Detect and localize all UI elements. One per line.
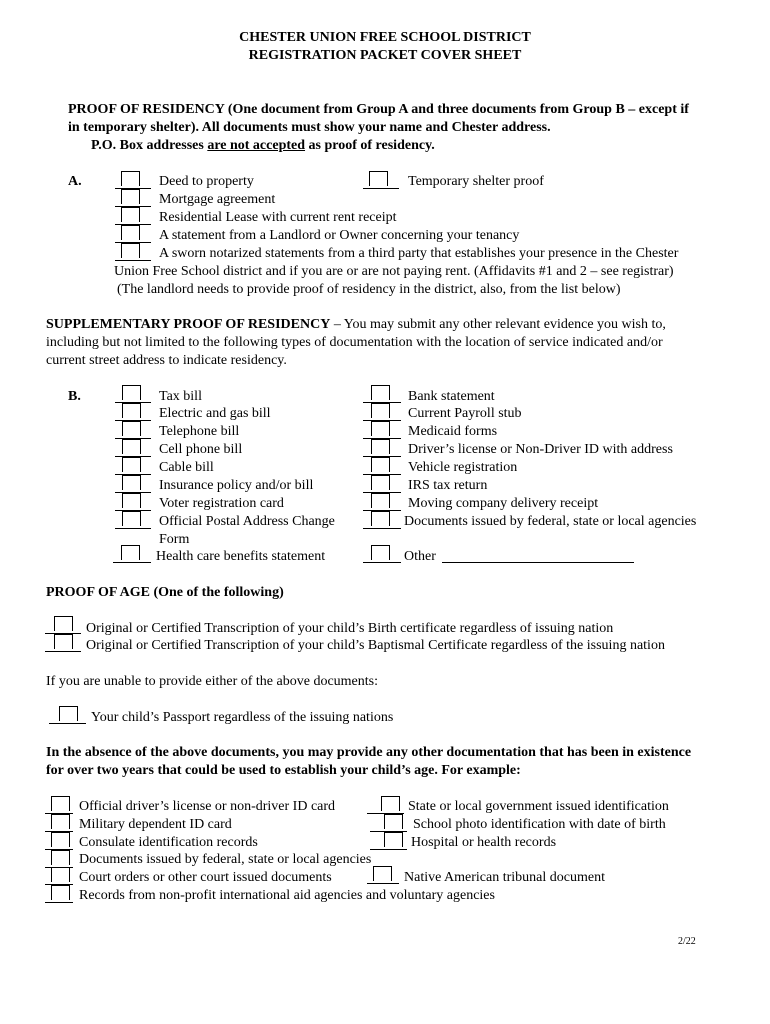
group-a-label: A.: [68, 174, 82, 189]
page-number: 2/22: [678, 936, 696, 947]
document-subtitle: REGISTRATION PACKET COVER SHEET: [248, 48, 522, 63]
checkbox-underline: [45, 651, 81, 652]
item-cable: Cable bill: [159, 460, 214, 475]
item-notarized-continued: Union Free School district and if you are or are not paying rent. (Affidavits #1 and 2 – see registrar): [114, 264, 674, 279]
item-telephone: Telephone bill: [159, 424, 240, 439]
item-drivers-license: Driver’s license or Non-Driver ID with address: [408, 442, 673, 457]
item-bank-statement: Bank statement: [408, 389, 495, 404]
checkbox-underline: [367, 883, 399, 884]
item-official-drivers-license: Official driver’s license or non-driver ID card: [79, 799, 336, 814]
item-voter-registration: Voter registration card: [159, 496, 284, 511]
checkbox-underline: [115, 528, 151, 529]
checkbox-insurance[interactable]: [122, 475, 141, 490]
item-landlord-statement: A statement from a Landlord or Owner concerning your tenancy: [159, 228, 520, 243]
checkbox-agency-documents[interactable]: [371, 511, 390, 526]
item-cell-phone: Cell phone bill: [159, 442, 243, 457]
checkbox-underline: [363, 188, 399, 189]
item-lease: Residential Lease with current rent receipt: [159, 210, 397, 225]
checkbox-underline: [45, 902, 73, 903]
checkbox-payroll-stub[interactable]: [371, 403, 390, 418]
residency-heading-line1: PROOF OF RESIDENCY (One document from Group A and three documents from Group B – except if: [68, 102, 689, 117]
item-birth-certificate: Original or Certified Transcription of your child’s Birth certificate regardless of issuing nation: [86, 621, 614, 636]
checkbox-nonprofit-records[interactable]: [51, 885, 70, 900]
checkbox-telephone[interactable]: [122, 421, 141, 436]
checkbox-irs-tax-return[interactable]: [371, 475, 390, 490]
checkbox-official-drivers-license[interactable]: [51, 796, 70, 811]
item-mortgage: Mortgage agreement: [159, 192, 276, 207]
item-tribunal-document: Native American tribunal document: [404, 870, 605, 885]
checkbox-school-photo-id[interactable]: [384, 814, 403, 829]
checkbox-vehicle-registration[interactable]: [371, 457, 390, 472]
checkbox-cell-phone[interactable]: [122, 439, 141, 454]
checkbox-consulate-records[interactable]: [51, 832, 70, 847]
other-write-in-line[interactable]: [442, 562, 634, 563]
checkbox-other[interactable]: [371, 545, 390, 560]
checkbox-passport[interactable]: [59, 706, 78, 721]
age-heading: PROOF OF AGE (One of the following): [46, 585, 284, 600]
group-b-label: B.: [68, 389, 81, 404]
residency-heading-line2: in temporary shelter). All documents must show your name and Chester address.: [68, 120, 551, 135]
item-tax-bill: Tax bill: [159, 389, 202, 404]
supplementary-line3: current street address to indicate residency.: [46, 353, 287, 368]
checkbox-postal-change[interactable]: [122, 511, 141, 526]
item-medicaid: Medicaid forms: [408, 424, 498, 439]
checkbox-court-orders[interactable]: [51, 867, 70, 882]
checkbox-mortgage[interactable]: [121, 189, 140, 204]
checkbox-electric-gas[interactable]: [122, 403, 141, 418]
item-passport: Your child’s Passport regardless of the issuing nations: [91, 710, 394, 725]
item-postal-change: Official Postal Address Change: [159, 514, 335, 529]
item-hospital-records: Hospital or health records: [411, 835, 557, 850]
checkbox-drivers-license[interactable]: [371, 439, 390, 454]
po-box-note: P.O. Box addresses are not accepted as proof of residency.: [91, 138, 435, 153]
item-electric-gas: Electric and gas bill: [159, 406, 271, 421]
checkbox-bank-statement[interactable]: [371, 385, 390, 400]
checkbox-underline: [363, 528, 401, 529]
checkbox-health-care[interactable]: [121, 545, 140, 560]
item-military-id: Military dependent ID card: [79, 817, 232, 832]
checkbox-temp-shelter[interactable]: [369, 171, 388, 186]
item-nonprofit-records: Records from non-profit international aid agencies and voluntary agencies: [79, 888, 495, 903]
checkbox-underline: [370, 849, 407, 850]
item-payroll-stub: Current Payroll stub: [408, 406, 522, 421]
checkbox-lease[interactable]: [121, 207, 140, 222]
checkbox-underline: [113, 562, 151, 563]
item-court-orders: Court orders or other court issued documents: [79, 870, 332, 885]
checkbox-tribunal-document[interactable]: [373, 866, 392, 881]
item-government-documents: Documents issued by federal, state or local agencies: [79, 852, 372, 867]
checkbox-medicaid[interactable]: [371, 421, 390, 436]
checkbox-underline: [115, 260, 151, 261]
item-notarized-statement: A sworn notarized statements from a third party that establishes your presence in the Chester: [159, 246, 679, 261]
supplementary-heading: SUPPLEMENTARY PROOF OF RESIDENCY: [46, 317, 331, 332]
item-baptismal-certificate: Original or Certified Transcription of your child’s Baptismal Certificate regardless of the issuing nation: [86, 638, 665, 653]
absence-note-line2: for over two years that could be used to establish your child’s age. For example:: [46, 763, 521, 778]
checkbox-deed[interactable]: [121, 171, 140, 186]
item-agency-documents: Documents issued by federal, state or local agencies: [404, 514, 697, 529]
checkbox-moving-receipt[interactable]: [371, 493, 390, 508]
item-moving-receipt: Moving company delivery receipt: [408, 496, 599, 511]
landlord-note: (The landlord needs to provide proof of residency in the district, also, from the list below): [117, 282, 621, 297]
checkbox-notarized-statement[interactable]: [121, 243, 140, 258]
item-postal-change-continued: Form: [159, 532, 190, 547]
checkbox-voter-registration[interactable]: [122, 493, 141, 508]
checkbox-military-id[interactable]: [51, 814, 70, 829]
checkbox-state-id[interactable]: [381, 796, 400, 811]
item-insurance: Insurance policy and/or bill: [159, 478, 314, 493]
unable-note: If you are unable to provide either of the above documents:: [46, 674, 378, 689]
item-health-care: Health care benefits statement: [156, 549, 326, 564]
checkbox-underline: [363, 562, 401, 563]
checkbox-underline: [49, 723, 86, 724]
item-school-photo-id: School photo identification with date of birth: [413, 817, 666, 832]
item-temp-shelter: Temporary shelter proof: [408, 174, 544, 189]
item-consulate-records: Consulate identification records: [79, 835, 258, 850]
checkbox-landlord-statement[interactable]: [121, 225, 140, 240]
item-irs-tax-return: IRS tax return: [408, 478, 488, 493]
item-deed: Deed to property: [159, 174, 254, 189]
item-vehicle-registration: Vehicle registration: [408, 460, 518, 475]
checkbox-cable[interactable]: [122, 457, 141, 472]
checkbox-tax-bill[interactable]: [122, 385, 141, 400]
item-state-id: State or local government issued identification: [408, 799, 669, 814]
item-other: Other: [404, 549, 436, 564]
document-title: CHESTER UNION FREE SCHOOL DISTRICT: [239, 30, 531, 45]
supplementary-line1: SUPPLEMENTARY PROOF OF RESIDENCY – You may submit any other relevant evidence you wish to,: [46, 317, 666, 332]
checkbox-government-documents[interactable]: [51, 850, 70, 865]
checkbox-birth-certificate[interactable]: [54, 616, 73, 631]
checkbox-baptismal-certificate[interactable]: [54, 634, 73, 649]
absence-note-line1: In the absence of the above documents, you may provide any other documentation that has been in existence: [46, 745, 692, 760]
supplementary-line2: including but not limited to the following types of documentation with the location of service indicated and/or: [46, 335, 663, 350]
checkbox-hospital-records[interactable]: [384, 832, 403, 847]
